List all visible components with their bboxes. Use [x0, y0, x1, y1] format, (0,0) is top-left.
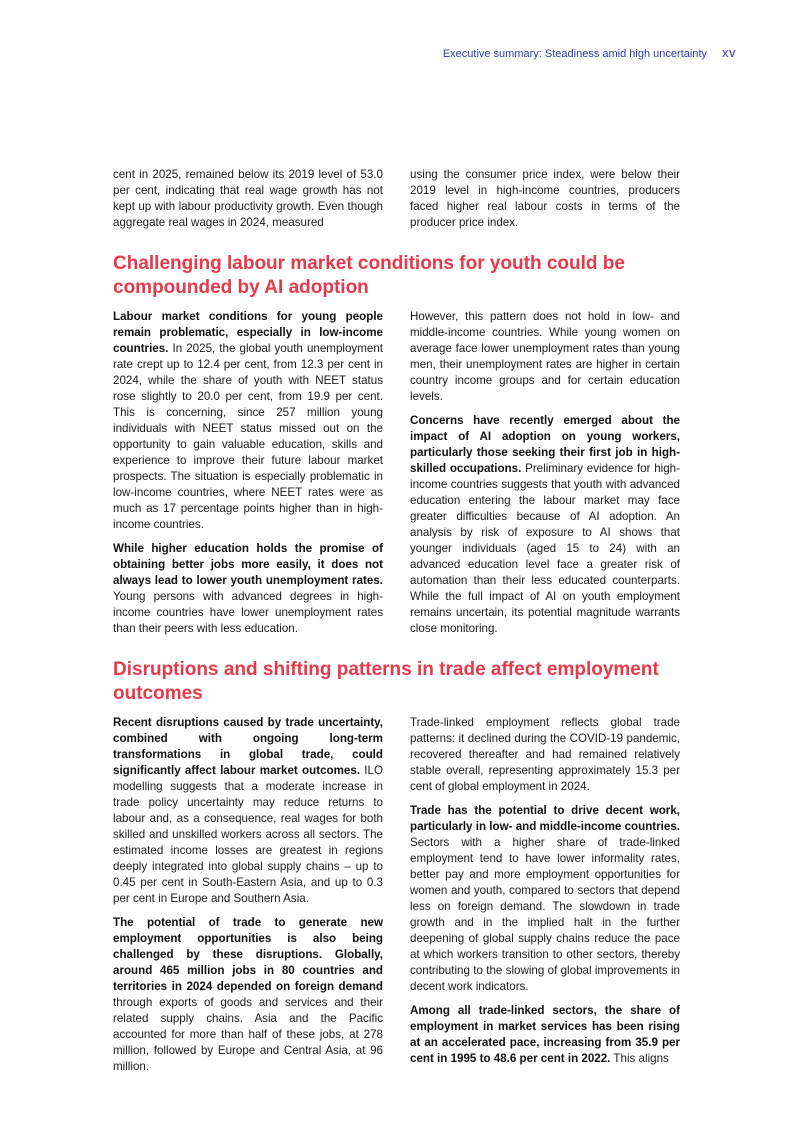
section-heading-youth: Challenging labour market conditions for youth could be compounded by AI adoption: [113, 253, 625, 298]
running-title: Executive summary: Steadiness amid high uncertainty: [442, 48, 707, 60]
lead-in: Among all trade-linked sectors, the share of employment in market services has been rising at an accelerated pace, increasing from 35.9 per cent in 1995 to 48.6 per cent in 2022.: [410, 1004, 680, 1065]
paragraph: [410, 803, 680, 995]
section-youth: [113, 252, 680, 637]
body-text: Sectors with a higher share of trade-linked employment tend to have lower informality rates, better pay and more employment opportunities for women and youth, compared to sectors that depend less on foreign demand. The slowdown in trade growth and in the implied halt in the further deepening of global supply chains reduce the pace at which workers transition to other sectors, thereby contributing to the slowing of global improvements in decent work indicators.: [410, 836, 680, 993]
running-header: [443, 45, 736, 60]
lead-in: Recent disruptions caused by trade uncertainty, combined with ongoing long-term transformations in global trade, could significantly affect labour market outcomes.: [113, 716, 383, 777]
lead-in: While higher education holds the promise of obtaining better jobs more easily, it does not always lead to lower youth unemployment rates.: [113, 542, 383, 587]
section-trade: [113, 658, 680, 1075]
body-text: In 2025, the global youth unemployment rate crept up to 12.4 per cent, from 12.3 per cent in 2024, while the share of youth with NEET status rose slightly to 20.0 per cent, from 19.9 per cent. This is concerning, since 257 million young individuals with NEET status missed out on the opportunity to gain valuable education, skills and experience to improve their future labour market prospects. The situation is especially problematic in low-income countries, where NEET rates were as much as 17 percentage points higher than in high-income countries.: [113, 342, 383, 531]
body-text: However, this pattern does not hold in low- and middle-income countries. While young women on average face lower unemployment rates than young men, their unemployment rates are higher in certain country income groups and for certain education levels.: [410, 310, 680, 403]
paragraph: [410, 715, 680, 795]
page-number: xv: [722, 45, 736, 60]
body-text: ILO modelling suggests that a moderate increase in trade policy uncertainty may reduce returns to labour and, as a consequence, real wages for both skilled and unskilled workers across all sectors. The estimated income losses are greatest in regions deeply integrated into global supply chains – up to 0.45 per cent in South-Eastern Asia, and up to 0.3 per cent in Europe and Southern Asia.: [113, 764, 383, 905]
paragraph: [113, 715, 383, 907]
lead-in: Trade has the potential to drive decent work, particularly in low- and middle-income countries.: [410, 804, 680, 833]
paragraph: [113, 309, 383, 533]
lead-in: The potential of trade to generate new employment opportunities is also being challenged by these disruptions. Globally, around 465 million jobs in 80 countries and territories in 2024 depended on foreign demand: [113, 916, 383, 993]
body-text: through exports of goods and services and their related supply chains. Asia and the Pacific accounted for more than half of these jobs, at 278 million, followed by Europe and Central Asia, at 96 million.: [113, 996, 383, 1073]
body-text: Preliminary evidence for high-income countries suggests that youth with advanced education entering the labour market may face greater difficulties because of AI adoption. An analysis by risk of exposure to AI shows that younger individuals (aged 15 to 24) with an advanced education level face a greater risk of automation than their less educated counterparts. While the full impact of AI on youth employment remains uncertain, its potential magnitude warrants close monitoring.: [410, 462, 680, 635]
intro-left-paragraph: cent in 2025, remained below its 2019 level of 53.0 per cent, indicating that real wage growth has not kept up with labour productivity growth. Even though aggregate real wages in 2024, measured: [113, 168, 383, 229]
paragraph: [113, 541, 383, 637]
intro-right-paragraph: using the consumer price index, were below their 2019 level in high-income countries, producers faced higher real labour costs in terms of the producer price index.: [410, 168, 680, 229]
intro-block: [113, 167, 680, 231]
paragraph: [410, 1003, 680, 1067]
body-text: This aligns: [610, 1052, 669, 1065]
body-text: Trade-linked employment reflects global trade patterns: it declined during the COVID-19 pandemic, recovered thereafter and had remained relatively stable overall, representing approximately 15.3 per cent of global employment in 2024.: [410, 716, 680, 793]
body-text: Young persons with advanced degrees in high-income countries have lower unemployment rates than their peers with less education.: [113, 590, 383, 635]
paragraph: [410, 309, 680, 405]
paragraph: [410, 413, 680, 637]
paragraph: [113, 915, 383, 1075]
lead-in: Concerns have recently emerged about the impact of AI adoption on young workers, particularly those seeking their first job in high-skilled occupations.: [410, 414, 680, 475]
lead-in: Labour market conditions for young people remain problematic, especially in low-income countries.: [113, 310, 383, 355]
section-heading-trade: Disruptions and shifting patterns in trade affect employment outcomes: [113, 659, 659, 704]
